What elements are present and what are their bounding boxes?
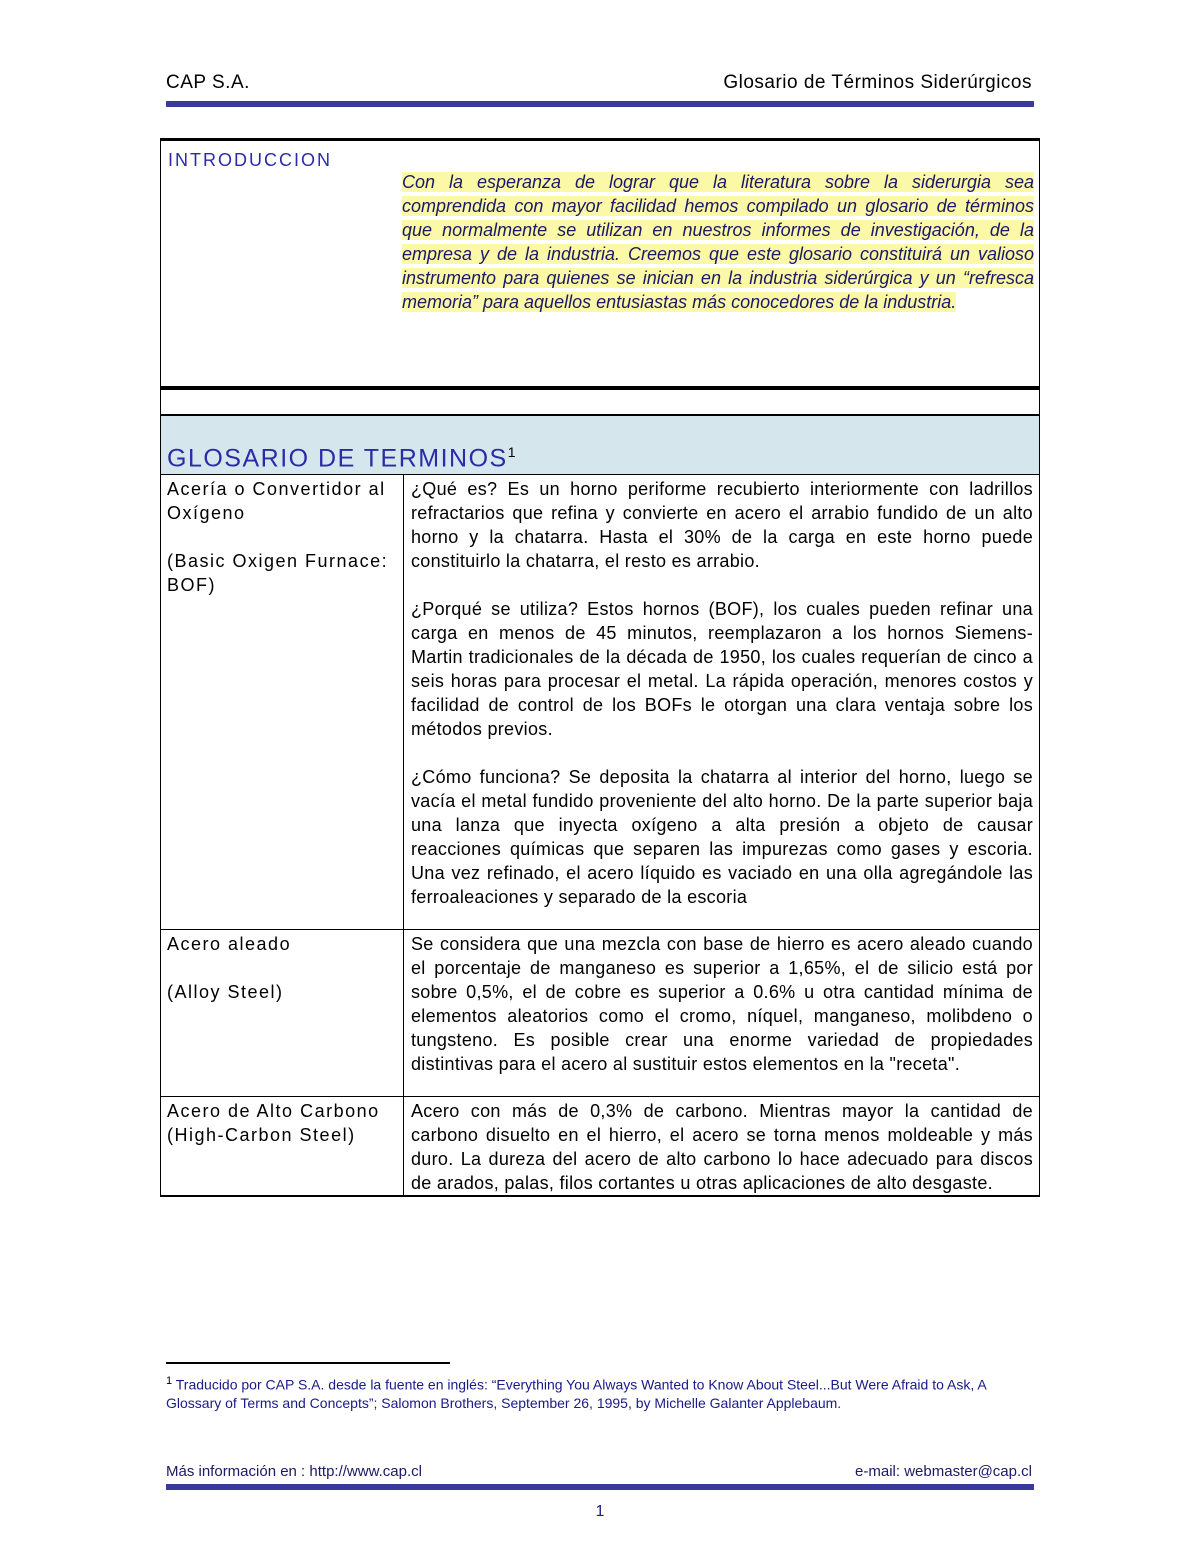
footer-email-link[interactable]: e-mail: webmaster@cap.cl (855, 1463, 1032, 1480)
footnote (166, 1372, 1006, 1412)
term-name: Acería o Convertidor al Oxígeno (167, 479, 386, 523)
definition-paragraph: ¿Qué es? Es un horno periforme recubierto interiormente con ladrillos refractarios que refina y convierte en acero el arrabio fundido de un alto horno y la chatarra. Hasta el 30% de la carga en este horno puede constituirlo la chatarra, el resto es arrabio. (411, 479, 1033, 571)
glossary-title-text: GLOSARIO DE TERMINOS (167, 444, 508, 473)
footnote-number: 1 (166, 1375, 173, 1387)
page-number: 1 (595, 1503, 605, 1520)
term-name: Acero de Alto Carbono (167, 1101, 380, 1121)
glossary-title (167, 444, 516, 473)
term-english: (High-Carbon Steel) (167, 1125, 356, 1145)
term-cell (161, 930, 404, 1096)
glossary-row (161, 930, 1039, 1097)
header-rule (166, 101, 1034, 107)
glossary-title-row (161, 416, 1039, 475)
header-document-title: Glosario de Términos Siderúrgicos (723, 72, 1032, 93)
term-cell (161, 1097, 404, 1195)
definition-paragraph: ¿Cómo funciona? Se deposita la chatarra al interior del horno, luego se vacía el metal fundido proveniente del alto horno. De la parte superior baja una lanza que inyecta oxígeno a alta presión a objeto de causar reacciones químicas que separen las impurezas como gases y escoria. Una vez refinado, el acero líquido es vaciado en una olla agregándole las ferroaleaciones y separado de la escoria (411, 767, 1033, 907)
header-company: CAP S.A. (166, 72, 250, 93)
glossary-row (161, 475, 1039, 930)
footnote-rule (166, 1362, 450, 1364)
glossary-footnote-ref: 1 (507, 444, 516, 460)
glossary-row (161, 1097, 1039, 1195)
term-english: (Alloy Steel) (167, 982, 284, 1002)
table-spacer-row (161, 390, 1039, 416)
footer-rule (166, 1484, 1034, 1490)
definition-paragraph: ¿Porqué se utiliza? Estos hornos (BOF), los cuales pueden refinar una carga en menos de 45 minutos, reemplazaron a los hornos Siemens-Martin tradicionales de la década de 1950, los cuales requerían de cinco a seis horas para procesar el metal. La rápida operación, menores costos y facilidad de control de los BOFs le otorgan una clara ventaja sobre los métodos previos. (411, 599, 1033, 739)
term-cell (161, 475, 404, 929)
definition-paragraph: Se considera que una mezcla con base de hierro es acero aleado cuando el porcentaje de manganeso es superior a 1,65%, el de silicio está por sobre 0,5%, el de cobre es superior a 0.6% u otra cantidad mínima de elementos aleatorios como el cromo, níquel, manganeso, molibdeno o tungsteno. Es posible crear una enorme variedad de propiedades distintivas para el acero al sustituir estos elementos en la "receta". (411, 934, 1033, 1074)
definition-cell (404, 930, 1039, 1096)
footnote-text: Traducido por CAP S.A. desde la fuente en inglés: “Everything You Always Wanted to Know About Steel...But Were Afraid to Ask, A Glossary of Terms and Concepts”; Salomon Brothers, September 26, 1995, by Michelle Galanter Applebaum. (166, 1376, 986, 1411)
definition-cell (404, 1097, 1039, 1195)
intro-text (402, 170, 1034, 314)
intro-label: INTRODUCCION (168, 150, 332, 170)
definition-cell (404, 475, 1039, 929)
term-name: Acero aleado (167, 934, 292, 954)
footer-info-link[interactable]: Más información en : http://www.cap.cl (166, 1463, 422, 1480)
term-english: (Basic Oxigen Furnace: BOF) (167, 551, 389, 595)
intro-text-highlight: Con la esperanza de lograr que la literatura sobre la siderurgia sea comprendida con mayor facilidad hemos compilado un glosario de términos que normalmente se utilizan en nuestros informes de investigación, de la empresa y de la industria. Creemos que este glosario constituirá un valioso instrumento para quienes se inician en la industria siderúrgica y un “refresca memoria” para aquellos entusiastas más conocedores de la industria. (402, 172, 1034, 312)
definition-paragraph: Acero con más de 0,3% de carbono. Mientras mayor la cantidad de carbono disuelto en el hierro, el acero se torna menos moldeable y más duro. La dureza del acero de alto carbono lo hace adecuado para discos de arados, palas, filos cortantes u otras aplicaciones de alto desgaste. (411, 1101, 1033, 1193)
glossary-table (160, 390, 1040, 1197)
